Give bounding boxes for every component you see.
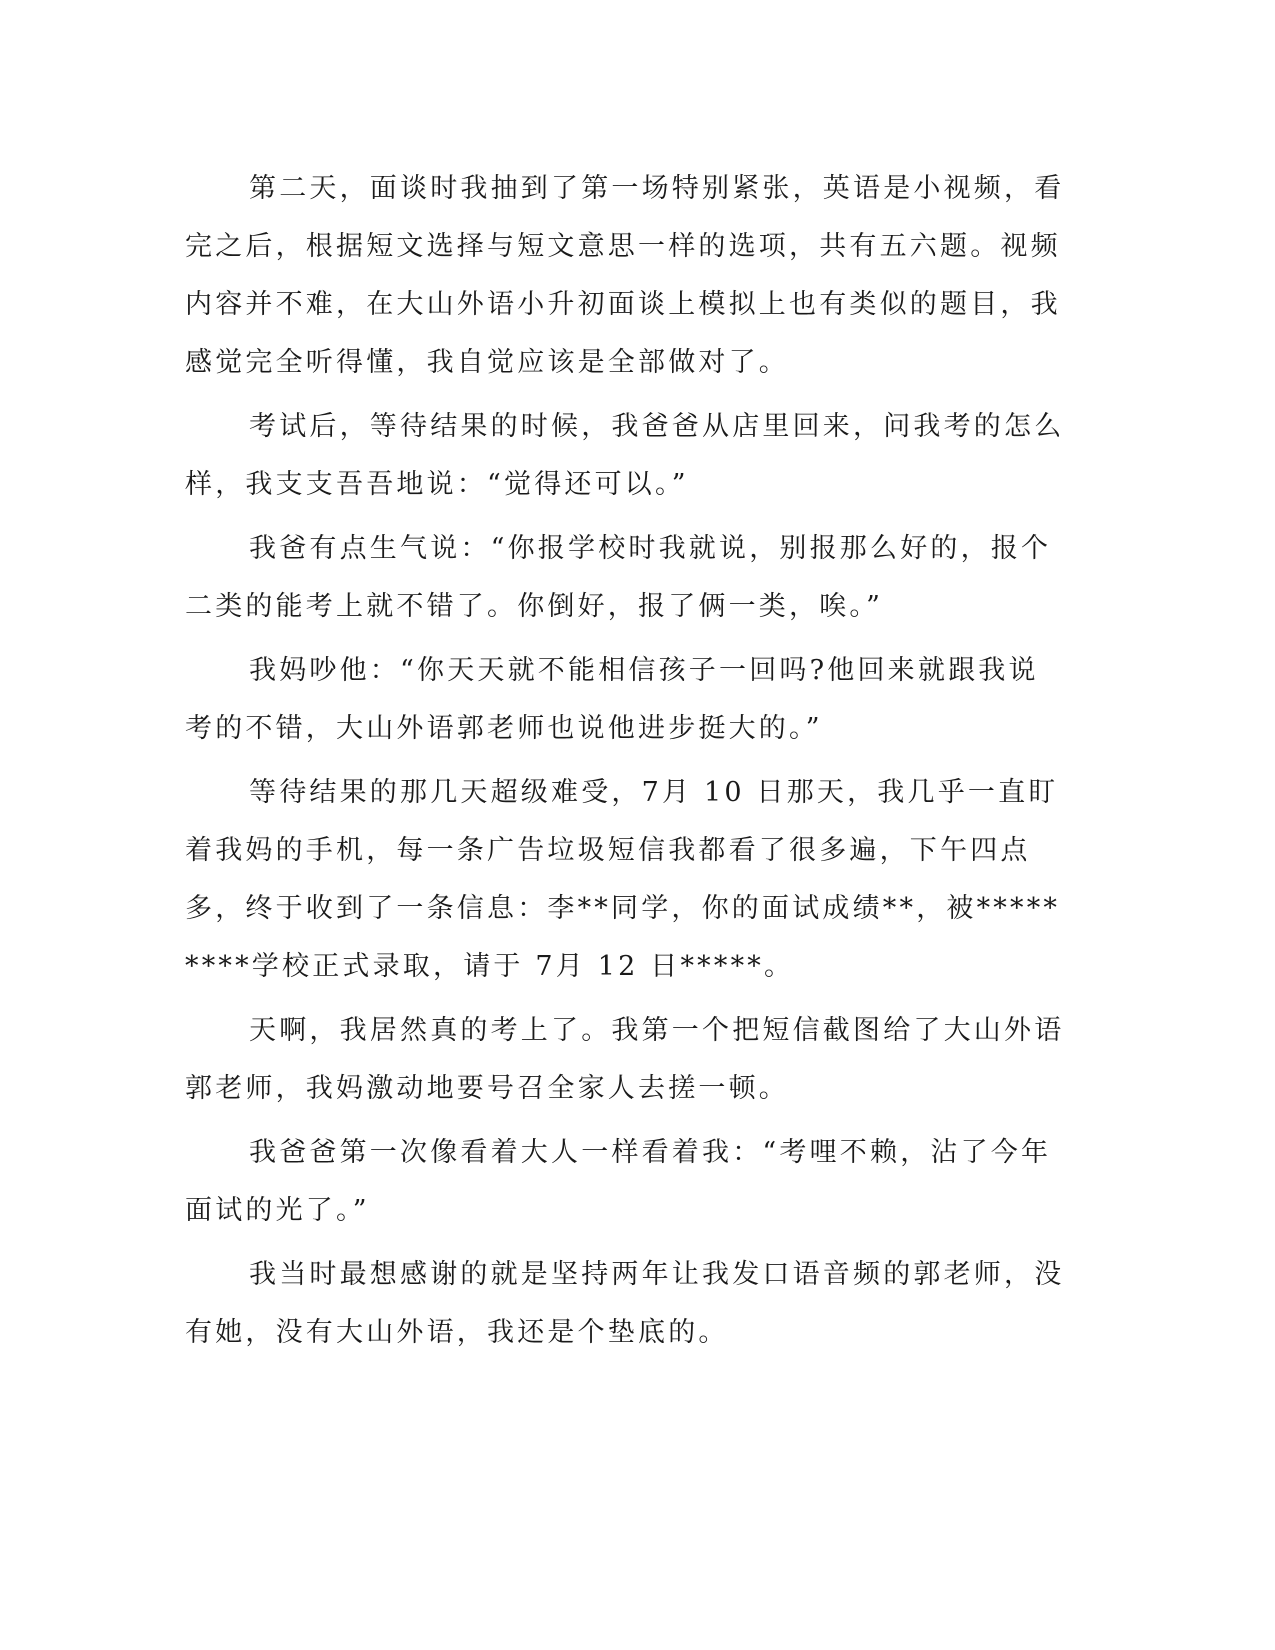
paragraph: 我爸有点生气说：“你报学校时我就说，别报那么好的，报个二类的能考上就不错了。你倒好，报了俩一类，唉。” (185, 533, 1052, 622)
paragraph: 天啊，我居然真的考上了。我第一个把短信截图给了大山外语郭老师，我妈激动地要号召全家人去搓一顿。 (185, 1015, 1065, 1104)
document-body (185, 160, 1065, 1368)
paragraph: 等待结果的那几天超级难受，7月 10 日那天，我几乎一直盯着我妈的手机，每一条广告垃圾短信我都看了很多遍，下午四点多，终于收到了一条信息：李**同学，你的面试成绩**，被*********学校正式录取，请于 7月 12 日*****。 (185, 777, 1061, 982)
paragraph: 我当时最想感谢的就是坚持两年让我发口语音频的郭老师，没有她，没有大山外语，我还是个垫底的。 (185, 1259, 1065, 1348)
paragraph: 考试后，等待结果的时候，我爸爸从店里回来，问我考的怎么样，我支支吾吾地说：“觉得还可以。” (185, 411, 1065, 500)
paragraph: 我爸爸第一次像看着大人一样看着我：“考哩不赖，沾了今年面试的光了。” (185, 1137, 1052, 1226)
paragraph: 第二天，面谈时我抽到了第一场特别紧张，英语是小视频，看完之后，根据短文选择与短文意思一样的选项，共有五六题。视频内容并不难，在大山外语小升初面谈上模拟上也有类似的题目，我感觉完全听得懂，我自觉应该是全部做对了。 (185, 173, 1065, 378)
paragraph: 我妈吵他：“你天天就不能相信孩子一回吗?他回来就跟我说考的不错，大山外语郭老师也说他进步挺大的。” (185, 655, 1039, 744)
